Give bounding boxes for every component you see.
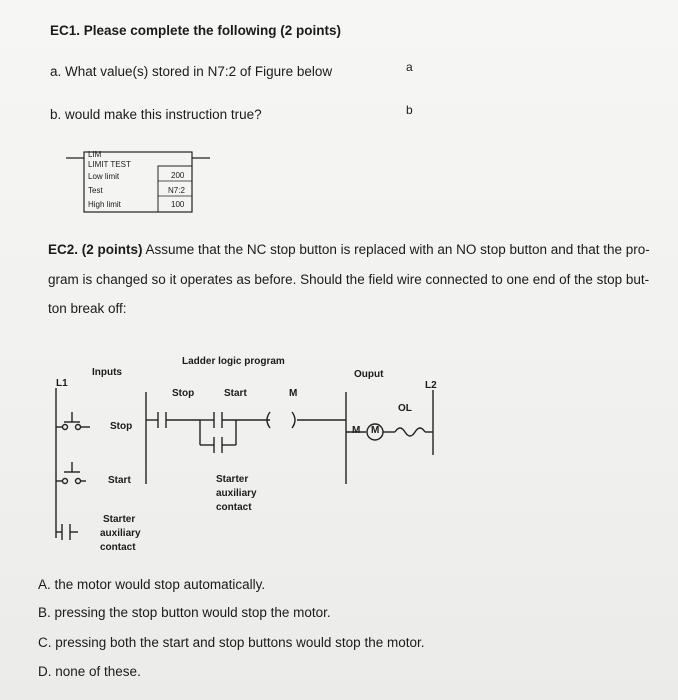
- lim-row-label-high: High limit: [88, 200, 121, 209]
- ec1-part-b-marker: b: [406, 103, 413, 117]
- lim-row-label-test: Test: [88, 186, 103, 195]
- inputs-label: Inputs: [92, 367, 122, 378]
- lim-row-value-test: N7:2: [168, 186, 185, 195]
- rung-start-label: Start: [224, 388, 247, 399]
- ec2-heading: EC2. (2 points): [48, 242, 143, 257]
- ec1-title: EC1. Please complete the following (2 points): [50, 23, 342, 38]
- answer-option-c: C. pressing both the start and stop buttons would stop the motor.: [38, 635, 425, 650]
- ec1-part-a: a. What value(s) stored in N7:2 of Figure below: [50, 64, 333, 79]
- l2-label: L2: [425, 380, 437, 391]
- aux-contact-label-3: contact: [216, 502, 252, 513]
- field-start-label: Start: [108, 475, 131, 486]
- lim-row-label-low: Low limit: [88, 172, 120, 181]
- lim-name: LIMIT TEST: [88, 160, 131, 169]
- field-aux-label-2: auxiliary: [100, 528, 141, 539]
- ec2-line-2: gram is changed so it operates as before. Should the field wire connected to one end of the stop but-: [48, 272, 650, 287]
- field-aux-label-3: contact: [100, 542, 136, 553]
- ec2-line-3: ton break off:: [48, 301, 127, 316]
- rung-m-label: M: [289, 388, 298, 399]
- motor-coil-label: M: [371, 425, 380, 436]
- answer-option-a: A. the motor would stop automatically.: [38, 577, 266, 592]
- ec1-part-b: b. would make this instruction true?: [50, 107, 262, 122]
- ec2-line-1-text: Assume that the NC stop button is replaced with an NO stop button and that the pro-: [142, 242, 650, 257]
- field-aux-label-1: Starter: [103, 514, 136, 525]
- output-m-label: M: [352, 425, 361, 436]
- l1-label: L1: [56, 378, 68, 389]
- lim-tag: LIM: [88, 150, 102, 159]
- aux-contact-label-1: Starter: [216, 474, 249, 485]
- ol-label: OL: [398, 403, 412, 414]
- output-label: Ouput: [354, 369, 384, 380]
- rung-stop-label: Stop: [172, 388, 195, 399]
- ec1-part-a-marker: a: [406, 60, 413, 74]
- lim-row-value-high: 100: [171, 200, 185, 209]
- field-stop-label: Stop: [110, 421, 133, 432]
- diagram-title: Ladder logic program: [182, 356, 285, 367]
- lim-row-value-low: 200: [171, 171, 185, 180]
- aux-contact-label-2: auxiliary: [216, 488, 257, 499]
- answer-option-b: B. pressing the stop button would stop the motor.: [38, 605, 331, 620]
- answer-option-d: D. none of these.: [38, 664, 141, 679]
